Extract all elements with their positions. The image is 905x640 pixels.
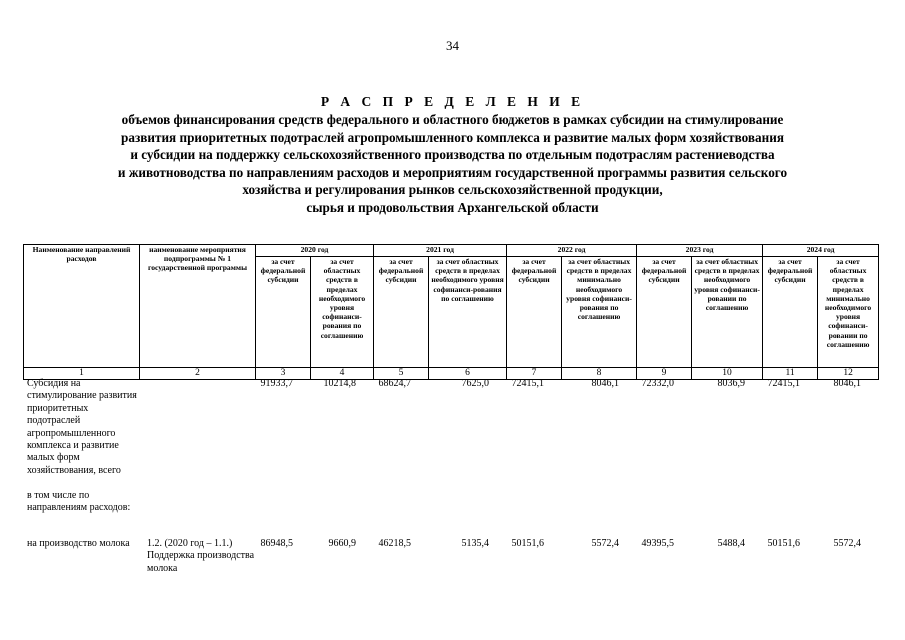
value-cell: 46218,5 [378, 538, 411, 549]
value-cell: 72415,1 [767, 378, 800, 389]
value-cell: 8046,1 [591, 378, 619, 389]
value-cell: 8046,1 [833, 378, 861, 389]
row-program: 1.2. (2020 год – 1.1.) Поддержка производства молока [147, 538, 255, 574]
header-regional-funds: за счет областных средств в пределах необходимого уровня софинанси-рования по соглашению [429, 257, 507, 368]
subtitle-line: хозяйства и регулирования рынков сельскохозяйственной продукции, [242, 182, 663, 197]
value-cell: 86948,5 [260, 538, 293, 549]
header-federal-subsidy: за счет федеральной субсидии [507, 257, 562, 368]
page-number: 34 [446, 38, 459, 53]
value-cell: 10214,8 [323, 378, 356, 389]
column-number: 10 [692, 368, 763, 380]
subtitle-line: и животноводства по направлениям расходов и мероприятиям государственной программы развития сельского [117, 164, 788, 180]
value-cell: 50151,6 [511, 538, 544, 549]
row-name: Субсидия на стимулирование развития приоритетных подотраслей агропромышленного комплекса и развитие малых форм хозяйствования, всего [27, 378, 137, 476]
value-cell: 5135,4 [461, 538, 489, 549]
header-federal-subsidy: за счет федеральной субсидии [374, 257, 429, 368]
row-name: в том числе по направлениям расходов: [27, 490, 131, 514]
subtitle-line: и субсидии на поддержку сельскохозяйственного производства по отдельным подотраслям растениеводства [130, 147, 775, 162]
column-number: 3 [256, 368, 311, 380]
header-regional-funds: за счет областных средств в пределах минимально необходимого уровня софинанси-ровании по соглашению [818, 257, 879, 368]
column-number: 8 [562, 368, 637, 380]
header-year: 2020 год [256, 245, 374, 257]
header-program-measure: наименование мероприятия подпрограммы № 1 государственной программы [140, 245, 256, 368]
distribution-table-header [23, 244, 879, 380]
value-cell: 50151,6 [767, 538, 800, 549]
subtitle-line: развития приоритетных подотраслей агропромышленного комплекса и развитие малых форм хозяйствования [121, 129, 784, 145]
value-cell: 49395,5 [641, 538, 674, 549]
header-year: 2024 год [763, 245, 879, 257]
value-cell: 91933,7 [260, 378, 293, 389]
value-cell: 8036,9 [717, 378, 745, 389]
column-number: 5 [374, 368, 429, 380]
value-cell: 72415,1 [511, 378, 544, 389]
header-regional-funds: за счет областных средств в пределах необходимого уровня софинанси-рования по соглашению [311, 257, 374, 368]
column-number: 11 [763, 368, 818, 380]
header-directions: Наименование направлений расходов [24, 245, 140, 368]
column-number: 2 [140, 368, 256, 380]
header-year: 2023 год [637, 245, 763, 257]
header-federal-subsidy: за счет федеральной субсидии [256, 257, 311, 368]
value-cell: 5488,4 [717, 538, 745, 549]
row-name: на производство молока [27, 538, 130, 549]
value-cell: 5572,4 [833, 538, 861, 549]
table-row [23, 490, 878, 538]
table-row [23, 378, 878, 490]
header-year: 2022 год [507, 245, 637, 257]
column-number: 12 [818, 368, 879, 380]
value-cell: 5572,4 [591, 538, 619, 549]
document-title: Р А С П Р Е Д Е Л Е Н И Е [320, 94, 585, 109]
header-federal-subsidy: за счет федеральной субсидии [637, 257, 692, 368]
value-cell: 68624,7 [378, 378, 411, 389]
value-cell: 9660,9 [328, 538, 356, 549]
column-number: 7 [507, 368, 562, 380]
column-number: 9 [637, 368, 692, 380]
value-cell: 7625,0 [461, 378, 489, 389]
column-number: 1 [24, 368, 140, 380]
value-cell: 72332,0 [641, 378, 674, 389]
header-federal-subsidy: за счет федеральной субсидии [763, 257, 818, 368]
header-regional-funds: за счет областных средств в пределах минимально необходимого уровня софинанси-рования по соглашению [562, 257, 637, 368]
column-number: 4 [311, 368, 374, 380]
subtitle-line: объемов финансирования средств федерального и областного бюджетов в рамках субсидии на стимулирование [121, 112, 784, 127]
document-subtitle [40, 111, 865, 216]
header-year: 2021 год [374, 245, 507, 257]
subtitle-line: сырья и продовольствия Архангельской области [306, 199, 599, 215]
column-number: 6 [429, 368, 507, 380]
header-regional-funds: за счет областных средств в пределах необходимого уровня софинанси-ровании по соглашению [692, 257, 763, 368]
